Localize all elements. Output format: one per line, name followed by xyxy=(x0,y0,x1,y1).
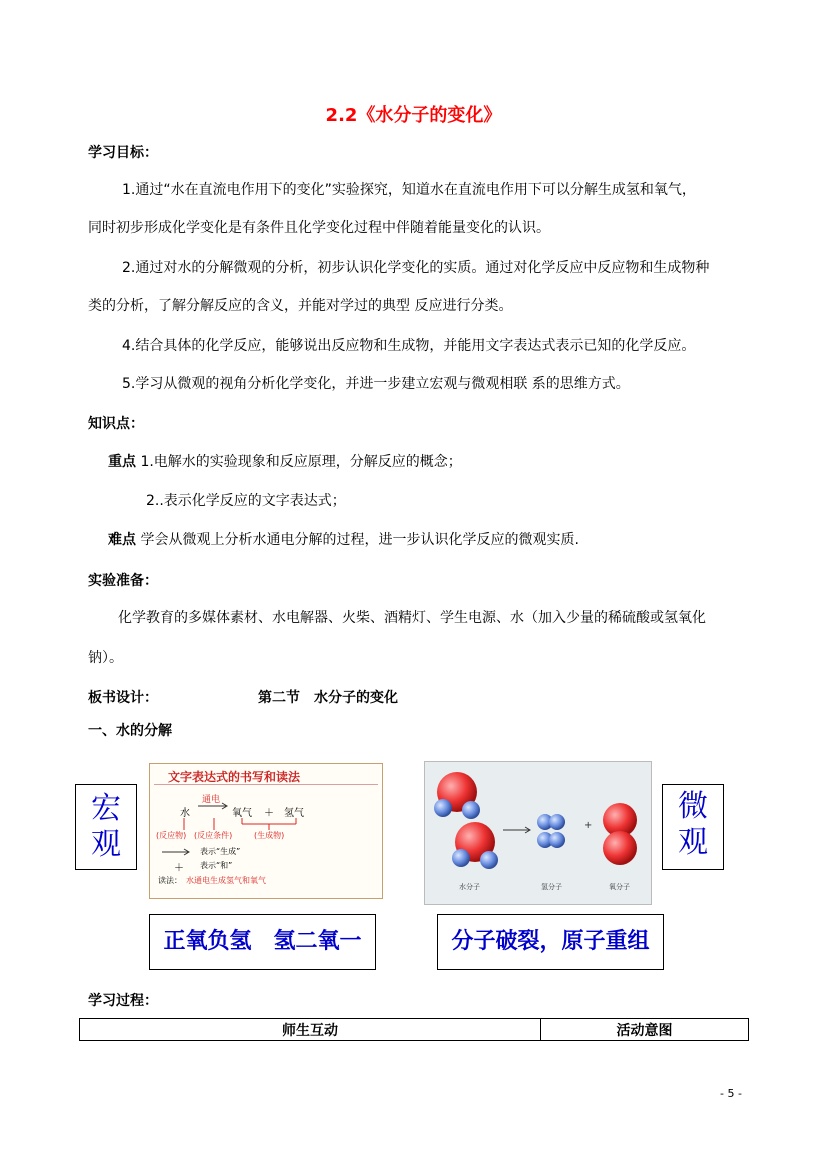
slogan-right-box: 分子破裂，原子重组 xyxy=(437,914,664,970)
molecule-photo xyxy=(424,761,652,905)
board-part1: 一、水的分解 xyxy=(88,723,172,739)
slogan-left-box: 正氧负氢 氢二氧一 xyxy=(149,914,376,970)
objective-2-line1: 2.通过对水的分解微观的分析，初步认识化学变化的实质。通过对化学反应中反应物和生成物种 xyxy=(122,260,710,276)
slide-arrow-means: 表示“生成” xyxy=(200,847,241,856)
slide-reactant: (反应物) xyxy=(156,831,187,840)
slide-hydrogen: 氢气 xyxy=(284,808,304,819)
slide-water: 水 xyxy=(180,808,190,819)
prep-heading: 实验准备： xyxy=(88,573,158,589)
objective-1-line1: 1.通过“水在直流电作用下的变化”实验探究，知道水在直流电作用下可以分解生成氢和氧气， xyxy=(122,182,696,198)
label-water-molecule: 水分子 xyxy=(459,883,480,891)
macro-box xyxy=(75,784,137,870)
slide-legend-arrow xyxy=(160,848,194,856)
slide-title: 文字表达式的书写和读法 xyxy=(168,770,301,784)
page-title: 2.2《水分子的变化》 xyxy=(325,105,502,126)
micro-char-1: 微 xyxy=(678,789,708,824)
macro-char-1: 宏 xyxy=(91,791,121,826)
objective-1-line2: 同时初步形成化学变化是有条件且化学变化过程中伴随着能量变化的认识。 xyxy=(88,220,550,236)
macro-char-2: 观 xyxy=(91,827,121,862)
slide-plus: ＋ xyxy=(264,808,274,819)
slide-plus-means: 表示“和” xyxy=(200,861,233,870)
slide-read-text: 水通电生成氢气和氧气 xyxy=(186,876,266,885)
slide-legend-plus: ＋ xyxy=(174,863,184,874)
knowledge-heading: 知识点： xyxy=(88,416,144,432)
word-equation-slide xyxy=(149,763,383,899)
difficult-text: 学会从微观上分析水通电分解的过程，进一步认识化学反应的微观实质. xyxy=(140,532,579,548)
prep-line1: 化学教育的多媒体素材、水电解器、火柴、酒精灯、学生电源、水（加入少量的稀硫酸或氢氧化 xyxy=(118,610,706,626)
slide-cond-label: (反应条件) xyxy=(194,831,233,840)
page-number: - 5 - xyxy=(720,1087,742,1100)
objectives-heading: 学习目标： xyxy=(88,145,158,161)
key-point-text: 1.电解水的实验现象和反应原理，分解反应的概念； xyxy=(140,454,462,470)
objective-2-line2: 类的分析，了解分解反应的含义，并能对学过的典型 反应进行分类。 xyxy=(88,298,513,314)
label-hydrogen-molecule: 氢分子 xyxy=(541,883,562,891)
col-intent: 活动意图 xyxy=(541,1019,749,1041)
svg-text:+: + xyxy=(584,820,593,831)
key-point-label: 重点 xyxy=(108,454,136,470)
board-section: 第二节 水分子的变化 xyxy=(258,690,398,706)
slide-oxygen: 氧气 xyxy=(232,808,252,819)
difficult-label: 难点 xyxy=(108,532,136,548)
slide-condition: 通电 xyxy=(202,795,221,805)
process-table xyxy=(79,1018,749,1041)
process-heading: 学习过程： xyxy=(88,993,158,1009)
objective-4: 4.结合具体的化学反应，能够说出反应物和生成物，并能用文字表达式表示已知的化学反应。 xyxy=(122,338,696,354)
objective-5: 5.学习从微观的视角分析化学变化，并进一步建立宏观与微观相联 系的思维方式。 xyxy=(122,376,630,392)
board-label: 板书设计： xyxy=(88,690,158,706)
prep-line2: 钠）。 xyxy=(88,650,123,666)
key-point-1 xyxy=(108,452,462,472)
key-point-2: 2..表示化学反应的文字表达式； xyxy=(146,493,346,509)
table-header-row xyxy=(80,1019,749,1041)
slide-product: (生成物) xyxy=(254,831,285,840)
slide-divider xyxy=(154,784,378,785)
label-oxygen-molecule: 氧分子 xyxy=(609,883,630,891)
slide-yield-arrow xyxy=(196,802,232,810)
difficult-point xyxy=(108,530,579,550)
slide-read-label: 读法： xyxy=(158,876,182,885)
micro-char-2: 观 xyxy=(678,825,708,860)
micro-box xyxy=(662,784,724,870)
col-interaction: 师生互动 xyxy=(80,1019,541,1041)
